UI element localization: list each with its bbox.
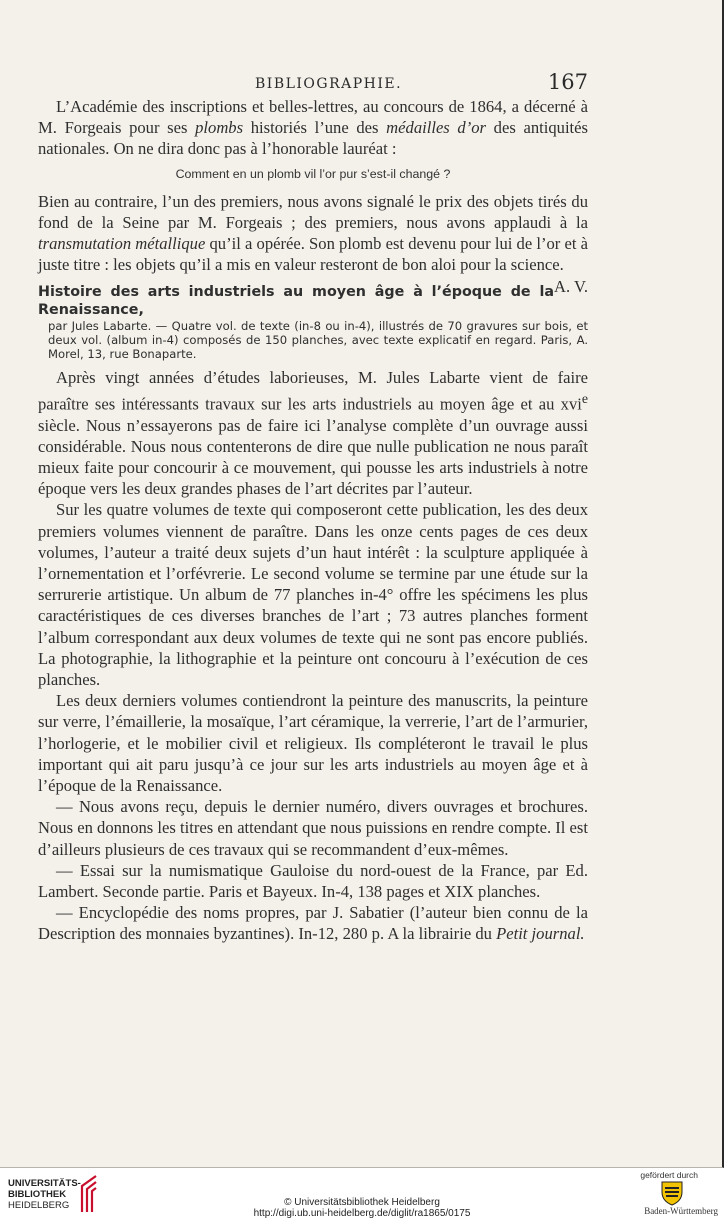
text-run: — Encyclopédie des noms propres, par J. Sabatier (l’auteur bien connu de la Description des monnaies byzantines). In-12, 280 p. A la librairie du [38, 903, 588, 944]
coat-of-arms-icon [660, 1180, 684, 1206]
note-paragraph [38, 860, 588, 902]
funded-by-label: gefördert durch [640, 1170, 698, 1180]
review-paragraph [38, 499, 588, 690]
library-name-line-2: BIBLIOTHEK [8, 1189, 67, 1200]
verse-quote: Comment en un plomb vil l’or pur s’est-il changé ? [175, 166, 451, 181]
italic-text: plombs [195, 118, 244, 138]
page-body [38, 96, 588, 945]
text-run: Sur les quatre volumes de texte qui composeront cette publication, les des deux premiers volumes viennent de paraître. Dans les onze cents pages de ces deux volumes, l’auteur a traité deux sujets d’un haut intérêt : la sculpture appliquée à l’ornementation et l’orfévrerie. Le second volume se termine par une étude sur la serrurerie artistique. Un album de 77 planches in-4° offre les spécimens les plus caractéristiques de ces diverses branches de l’art ; 73 autres planches forment l’album correspondant aux deux volumes de texte qui ne sont pas encore publiés. La photographie, la lithographie et la peinture ont concouru à l’exécution de ces planches. [38, 500, 588, 689]
text-run: Les deux derniers volumes contiendront la peinture des manuscrits, la peinture sur verre, l’émaillerie, la mosaïque, l’art céramique, la verrerie, l’art de l’armurier, l’horlogerie, et le mobilier civil et religieux. Ils compléteront le travail le plus important qui ait paru jusqu’à ce jour sur les arts industriels au moyen âge et à l’époque de la Renaissance. [38, 691, 588, 796]
running-title: BIBLIOGRAPHIE. [255, 76, 403, 92]
superscript-text: e [581, 390, 588, 406]
page-number: 167 [547, 70, 588, 94]
text-run: qu’il a opérée. Son plomb est devenu pour lui de l’or et à juste titre : les objets qu’il a mis en valeur resteront de bon aloi pour la science. [38, 234, 588, 275]
source-url-link[interactable]: http://digi.ub.uni-heidelberg.de/diglit/ra1865/0175 [253, 1208, 471, 1219]
text-run: historiés l’une des [243, 118, 387, 138]
copyright-notice [0, 1197, 724, 1219]
text-run: L’Académie des inscriptions et belles-lettres, au concours de 1864, a décerné à M. Forgeais pour ses [38, 97, 588, 138]
library-name-line-3: HEIDELBERG [8, 1200, 70, 1211]
intro-paragraph-1 [38, 96, 588, 160]
italic-text: Petit journal. [496, 924, 585, 944]
text-run: Bien au contraire, l’un des premiers, nous avons signalé le prix des objets tirés du fond de la Seine par M. Forgeais ; des premiers, nous avons applaudi à la [38, 191, 588, 233]
note-paragraph [38, 796, 588, 860]
text-run: des antiquités nationales. On ne dira donc pas à l’honorable lauréat : [38, 118, 588, 159]
note-paragraph [38, 902, 588, 944]
text-run: — Nous avons reçu, depuis le dernier numéro, divers ouvrages et brochures. Nous en donnons les titres en attendant que nous puissions en rendre compte. Il est d’ailleurs plusieurs de ces travaux qui se recommandent d’eux-mêmes. [38, 797, 588, 859]
library-name-line-1: UNIVERSITÄTS- [8, 1178, 81, 1189]
review-title: Histoire des arts industriels au moyen âge à l’époque de la Renaissance, [38, 283, 555, 318]
italic-text: transmutation métallique [38, 234, 206, 254]
text-run: siècle. Nous n’essayerons pas de faire ici l’analyse complète d’un ouvrage aussi considérable. Nous nous contenterons de dire que nulle publication ne nous paraît mieux faite pour concourir à ce mouvement, qui pousse les arts industriels à notre époque vers les deux grandes phases de l’art décrites par l’auteur. [38, 415, 588, 499]
intro-paragraph-2-text [38, 192, 588, 275]
text-run: Après vingt années d’études laborieuses, M. Jules Labarte vient de faire paraître ses intéressants travaux sur les arts industriels au moyen âge et au xvi [38, 367, 588, 414]
funder-name: Baden-Württemberg [644, 1206, 718, 1216]
review-paragraph [38, 367, 588, 500]
copyright-text: © Universitätsbibliothek Heidelberg [284, 1197, 440, 1208]
italic-text: médailles d’or [386, 118, 487, 138]
review-bibliographic-details: par Jules Labarte. — Quatre vol. de texte (in-8 ou in-4), illustrés de 70 gravures sur bois, et deux vol. (album in-4) composés de 150 planches, avec texte explicatif en regard. Paris, A. Morel, 13, rue Bonaparte. [48, 318, 588, 361]
footer-bar [0, 1168, 724, 1220]
text-run: — Essai sur la numismatique Gauloise du nord-ouest de la France, par Ed. Lambert. Seconde partie. Paris et Bayeux. In-4, 138 pages et XIX planches. [38, 860, 588, 902]
signature: A. V. [554, 276, 588, 296]
review-paragraph [38, 690, 588, 796]
intro-paragraph-2 [38, 191, 588, 296]
